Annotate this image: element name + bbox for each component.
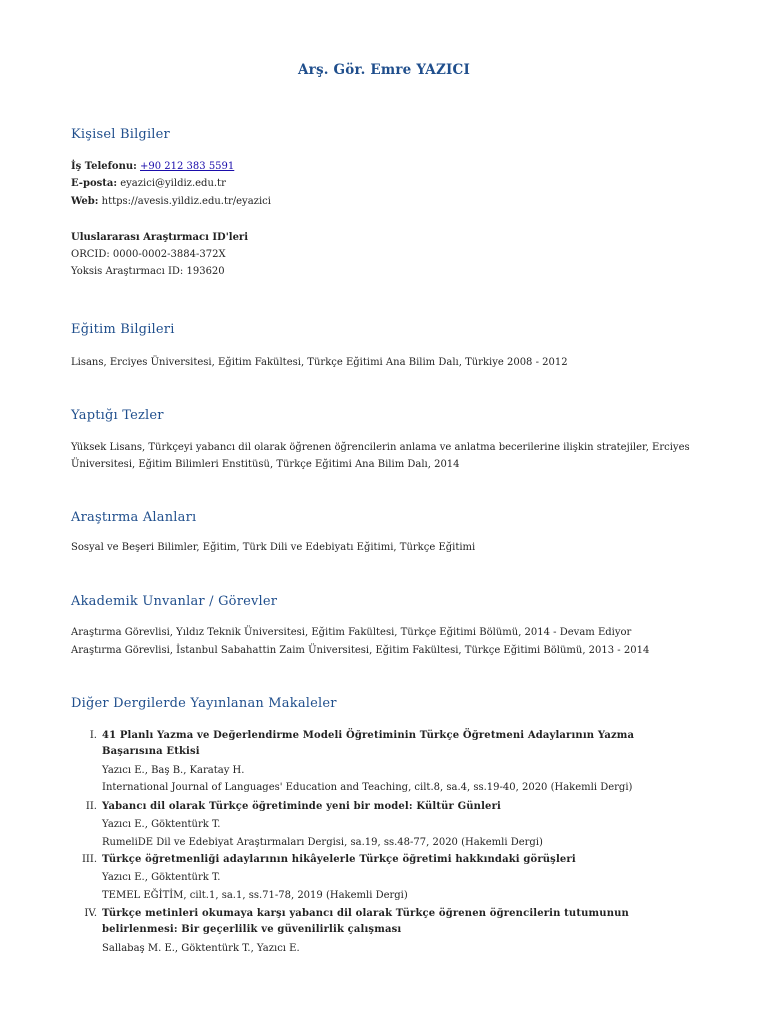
web-row [71, 195, 271, 209]
education-item: Lisans, Erciyes Üniversitesi, Eğitim Fakültesi, Türkçe Eğitimi Ana Bilim Dalı, Türkiye 2008 - 2012 [71, 357, 568, 368]
article-title: Türkçe öğretmenliği adaylarının hikâyelerle Türkçe öğretimi hakkındaki görüşleri [102, 854, 576, 865]
section-heading-articles: Diğer Dergilerde Yayınlanan Makaleler [71, 696, 337, 711]
article-title: Yabancı dil olarak Türkçe öğretiminde yeni bir model: Kültür Günleri [102, 801, 501, 812]
article-authors: Yazıcı E., Baş B., Karatay H. [102, 765, 245, 776]
article-authors: Sallabaş M. E., Göktentürk T., Yazıcı E. [102, 943, 300, 954]
email-value: eyazici@yildiz.edu.tr [120, 178, 226, 189]
article-source: RumeliDE Dil ve Edebiyat Araştırmaları Dergisi, sa.19, ss.48-77, 2020 (Hakemli Dergi) [102, 837, 543, 848]
yoksis-id: Yoksis Araştırmacı ID: 193620 [71, 266, 225, 277]
phone-label: İş Telefonu: [71, 161, 137, 172]
article-body [102, 728, 677, 795]
article-authors: Yazıcı E., Göktentürk T. [102, 872, 221, 883]
position-item: Araştırma Görevlisi, İstanbul Sabahattin Zaim Üniversitesi, Eğitim Fakültesi, Türkçe Eğitimi Bölümü, 2013 - 2014 [71, 645, 650, 656]
section-heading-positions: Akademik Unvanlar / Görevler [71, 594, 278, 609]
orcid-id: ORCID: 0000-0002-3884-372X [71, 249, 226, 260]
article-authors: Yazıcı E., Göktentürk T. [102, 819, 221, 830]
researcher-ids-heading: Uluslararası Araştırmacı ID'leri [71, 232, 248, 243]
article-number: IV. [84, 908, 97, 919]
page-title: Arş. Gör. Emre YAZICI [297, 62, 471, 78]
phone-row [71, 160, 234, 174]
article-title: Türkçe metinleri okumaya karşı yabancı dil olarak Türkçe öğrenen öğrencilerin tutumunun belirlenmesi: Bir geçerlilik ve güvenilirlik çalışması [102, 908, 629, 935]
article-body [102, 906, 677, 956]
article-body [102, 852, 677, 903]
position-item: Araştırma Görevlisi, Yıldız Teknik Üniversitesi, Eğitim Fakültesi, Türkçe Eğitimi Bölümü, 2014 - Devam Ediyor [71, 627, 632, 638]
email-row [71, 177, 226, 191]
web-value: https://avesis.yildiz.edu.tr/eyazici [101, 196, 271, 207]
research-areas: Sosyal ve Beşeri Bilimler, Eğitim, Türk Dili ve Edebiyatı Eğitimi, Türkçe Eğitimi [71, 542, 476, 553]
article-number: III. [81, 854, 97, 865]
phone-link[interactable]: +90 212 383 5591 [140, 161, 235, 172]
web-label: Web: [71, 196, 99, 207]
article-source: TEMEL EĞİTİM, cilt.1, sa.1, ss.71-78, 2019 (Hakemli Dergi) [102, 890, 408, 901]
article-source: International Journal of Languages' Education and Teaching, cilt.8, sa.4, ss.19-40, 2020 (Hakemli Dergi) [102, 782, 633, 793]
section-heading-personal: Kişisel Bilgiler [71, 127, 170, 142]
article-number: I. [89, 730, 97, 741]
article-title: 41 Planlı Yazma ve Değerlendirme Modeli Öğretiminin Türkçe Öğretmeni Adaylarının Yazma Başarısına Etkisi [102, 730, 635, 757]
article-body [102, 799, 677, 850]
thesis-item: Yüksek Lisans, Türkçeyi yabancı dil olarak öğrenen öğrencilerin anlama ve anlatma becerilerine ilişkin stratejiler, Erciyes Üniversitesi, Eğitim Bilimleri Enstitüsü, Türkçe Eğitimi Ana Bilim Dalı, 2014 [71, 442, 690, 470]
email-label: E-posta: [71, 178, 118, 189]
section-heading-research: Araştırma Alanları [71, 510, 197, 525]
section-heading-theses: Yaptığı Tezler [71, 408, 164, 423]
section-heading-education: Eğitim Bilgileri [71, 322, 175, 337]
article-number: II. [85, 801, 97, 812]
